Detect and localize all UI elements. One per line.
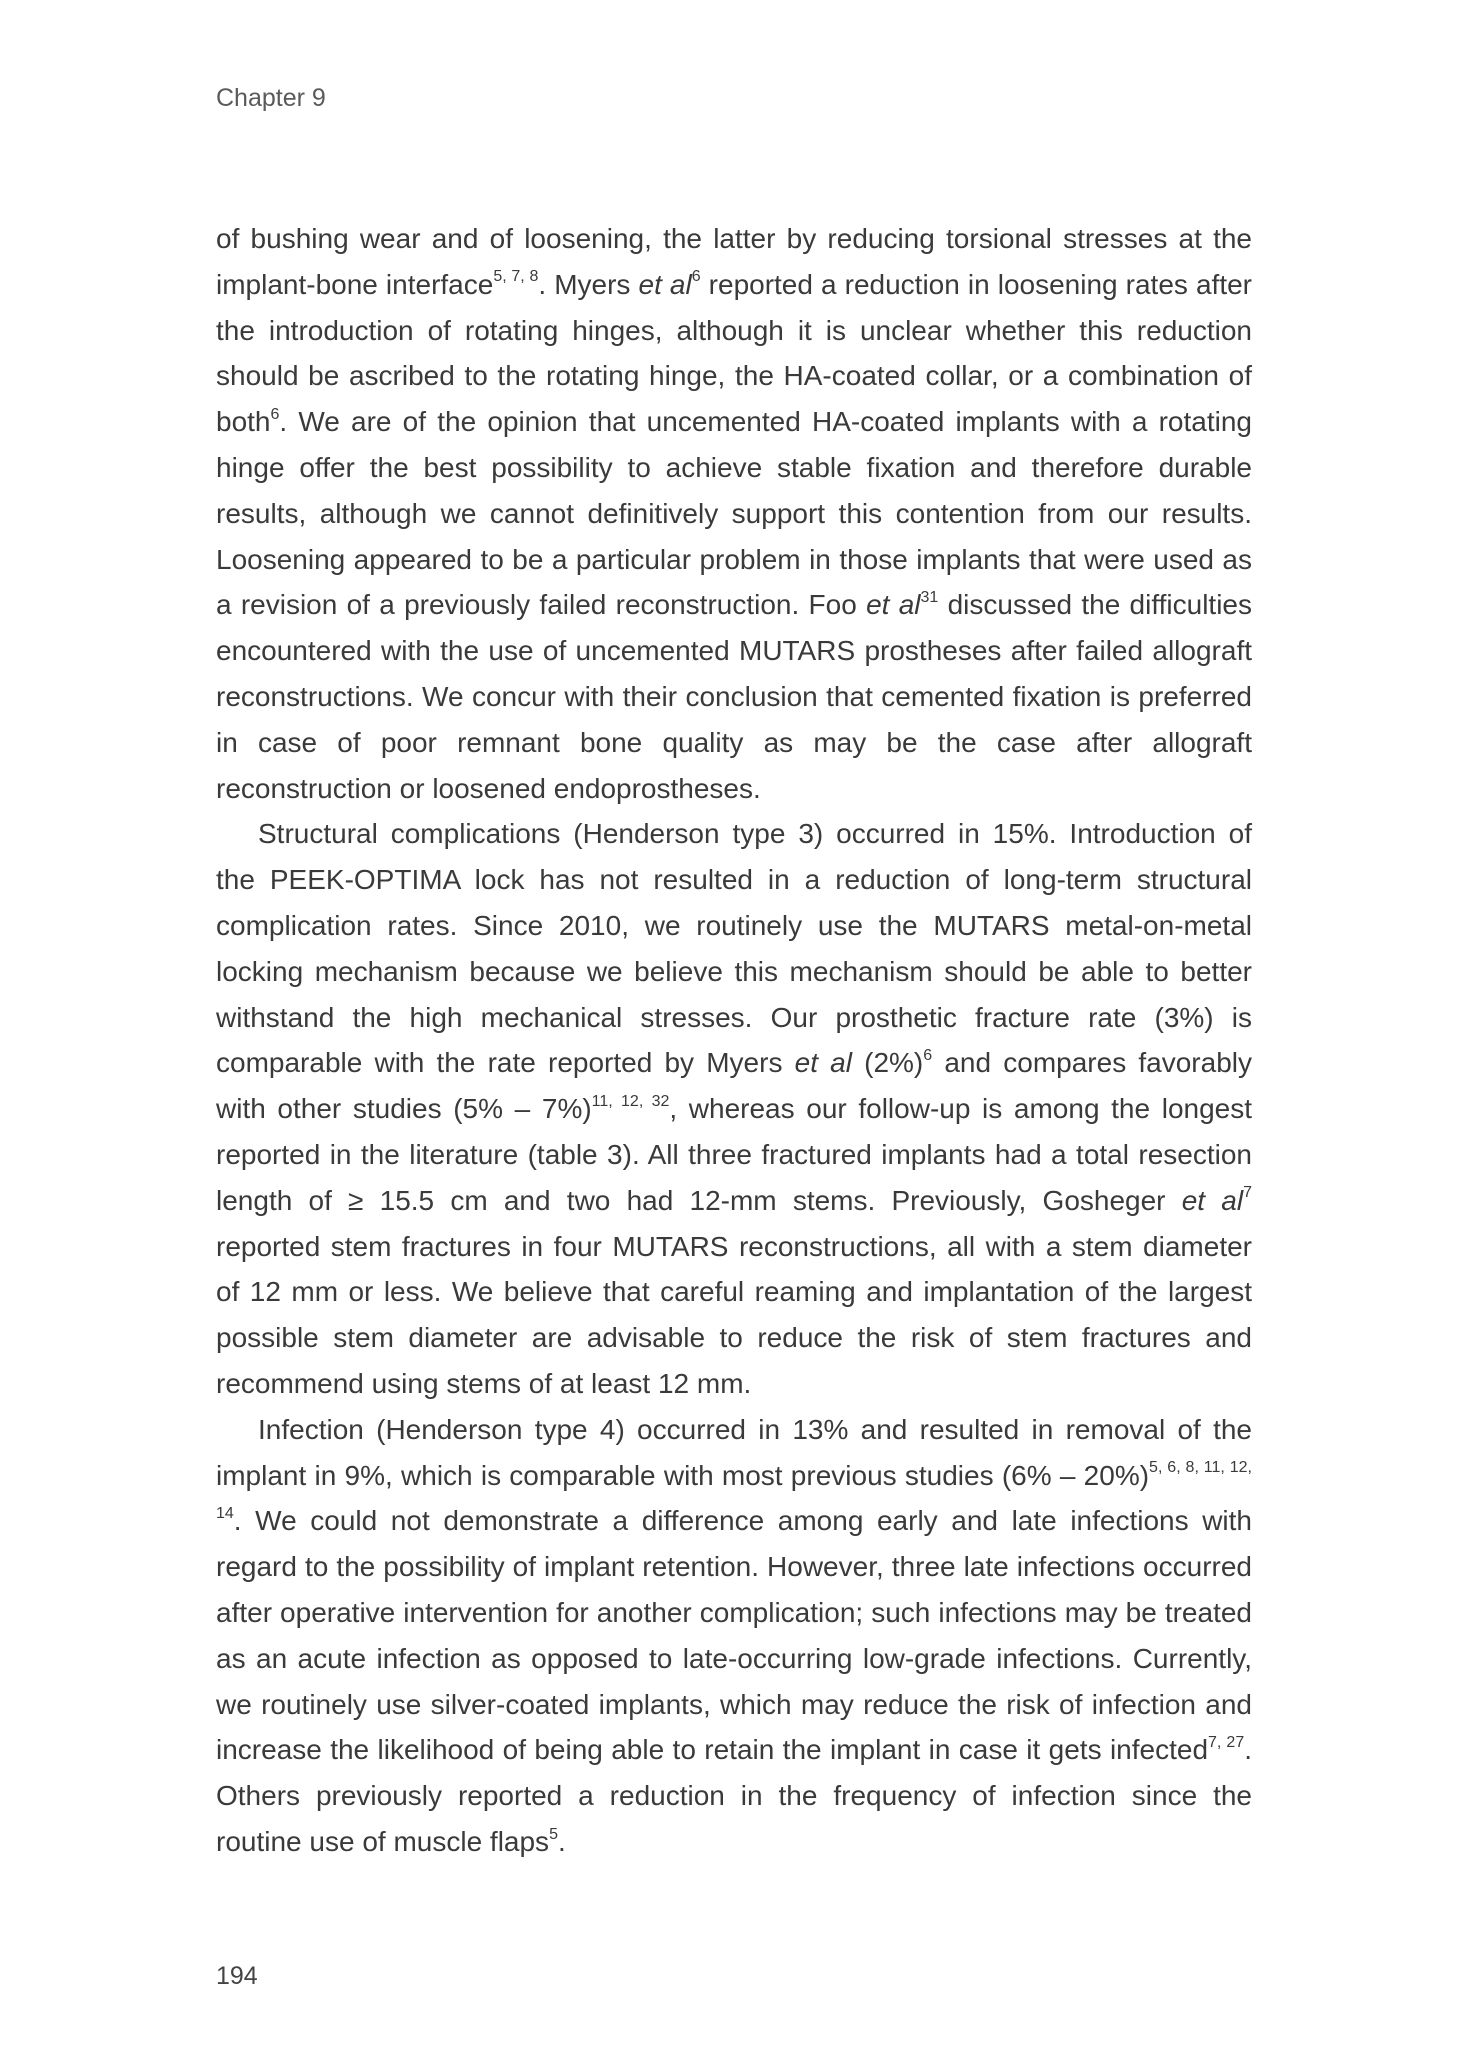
text-run: of bushing wear and of loosening, the latter by reducing torsional stresses at the implant-bone interface — [216, 223, 1252, 300]
citation-superscript: 5, 6, 8, 11, 12, 14 — [216, 1459, 1252, 1522]
paragraph — [216, 1407, 1252, 1865]
text-run: reported a reduction in loosening rates after the introduction of rotating hinges, although it is unclear whether this reduction should be ascribed to the rotating hinge, the HA-coated collar, or a combination of both — [216, 268, 1252, 438]
text-run: . We could not demonstrate a difference among early and late infections with regard to the possibility of implant retention. However, three late infections occurred after operative intervention for another complication; such infections may be treated as an acute infection as opposed to late-occurring low-grade infections. Currently, we routinely use silver-coated implants, which may reduce the risk of infection and increase the likelihood of being able to retain the implant in case it gets infected — [216, 1505, 1252, 1766]
body-text — [216, 216, 1252, 1865]
citation-superscript: 6 — [691, 268, 701, 286]
citation-superscript: 7 — [1243, 1184, 1252, 1202]
text-run: reported stem fractures in four MUTARS reconstructions, all with a stem diameter of 12 mm or less. We believe that careful reaming and implantation of the largest possible stem diameter are advisable to reduce the risk of stem fractures and recommend using stems of at least 12 mm. — [216, 1230, 1252, 1399]
citation-superscript: 7, 27 — [1208, 1733, 1245, 1751]
citation-superscript: 6 — [923, 1047, 933, 1065]
text-run: and compares favorably with other studies (5% – 7%) — [216, 1047, 1252, 1125]
italic-text: et al — [638, 268, 692, 300]
paragraph — [216, 216, 1252, 811]
text-run: . Others previously reported a reduction in the frequency of infection since the routine use of muscle flaps — [216, 1734, 1252, 1857]
running-head: Chapter 9 — [216, 84, 326, 112]
page-number: 194 — [216, 1962, 258, 1990]
italic-text: et al — [794, 1047, 852, 1079]
text-run: . We are of the opinion that uncemented HA-coated implants with a rotating hinge offer the best possibility to achieve stable fixation and therefore durable results, although we cannot definitively support this contention from our results. Loosening appeared to be a particular problem in those implants that were used as a revision of a previously failed reconstruction. Foo — [216, 406, 1252, 621]
citation-superscript: 5, 7, 8 — [493, 268, 539, 286]
citation-superscript: 11, 12, 32 — [591, 1092, 670, 1110]
text-run: . Myers — [538, 268, 639, 300]
text-run: discussed the difficulties encountered with the use of uncemented MUTARS prostheses after failed allograft reconstructions. We concur with their conclusion that cemented fixation is preferred in case of poor remnant bone quality as may be the case after allograft reconstruction or loosened endoprostheses. — [216, 589, 1252, 804]
paragraph — [216, 811, 1252, 1406]
citation-superscript: 6 — [270, 405, 280, 423]
text-run: . — [557, 1825, 566, 1857]
italic-text: et al — [866, 589, 921, 621]
text-run: (2%) — [851, 1047, 924, 1079]
citation-superscript: 31 — [920, 589, 939, 607]
italic-text: et al — [1181, 1184, 1244, 1216]
text-run: Infection (Henderson type 4) occurred in 13% and resulted in removal of the implant in 9%, which is comparable with most previous studies (6% – 20%) — [216, 1413, 1252, 1491]
text-run: , whereas our follow-up is among the longest reported in the literature (table 3). All three fractured implants had a total resection length of ≥ 15.5 cm and two had 12-mm stems. Previously, Gosheger — [216, 1093, 1253, 1216]
text-run: Structural complications (Henderson type 3) occurred in 15%. Introduction of the PEEK-OPTIMA lock has not resulted in a reduction of long-term structural complication rates. Since 2010, we routinely use the MUTARS metal-on-metal locking mechanism because we believe this mechanism should be able to better withstand the high mechanical stresses. Our prosthetic fracture rate (3%) is comparable with the rate reported by Myers — [216, 818, 1252, 1079]
citation-superscript: 5 — [549, 1825, 558, 1843]
